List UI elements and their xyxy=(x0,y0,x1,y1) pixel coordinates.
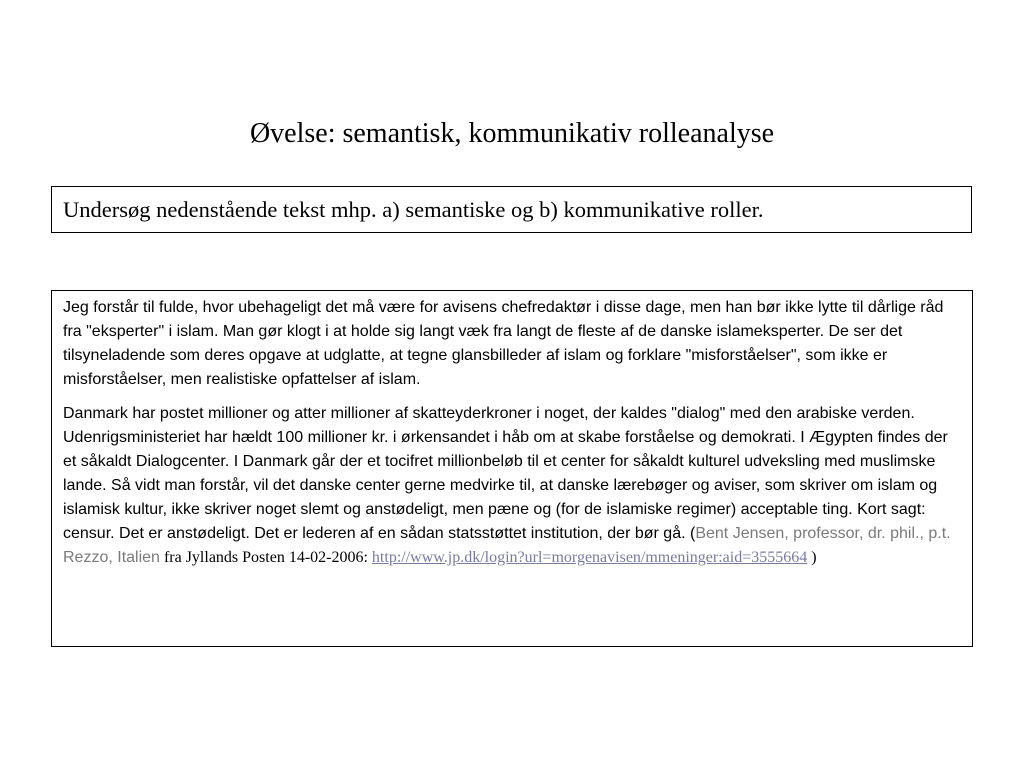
paragraph-2-body: Danmark har postet millioner og atter millioner af skatteyderkroner i noget, der kaldes "dialog" med den arabiske verden. Udenrigsministeriet har hældt 100 millioner kr. i ørkensandet i håb om at skabe forståelse og demokrati. I Ægypten findes der et såkaldt Dialogcenter. I Danmark går der et tocifret millionbeløb til et center for såkaldt kulturel udveksling med muslimske lande. Så vidt man forstår, vil det danske center gerne medvirke til, at danske lærebøger og aviser, som skriver om islam og islamisk kultur, ikke skriver noget slemt og anstødeligt, men pæne og (for de islamiske regimer) acceptable ting. Kort sagt: censur. Det er anstødeligt. Det er lederen af en sådan statsstøttet institution, der bør gå. xyxy=(63,405,948,542)
instruction-box xyxy=(51,186,972,233)
text-paragraph-1: Jeg forstår til fulde, hvor ubehageligt det må være for avisens chefredaktør i disse dage, men han bør ikke lytte til dårlige råd fra "eksperter" i islam. Man gør klogt i at holde sig langt væk fra langt de fleste af de danske islameksperter. De ser det tilsyneladende som deres opgave at udglatte, at tegne glansbilleder af islam og forklare "misforståelser", som ikke er misforståelser, men realistiske opfattelser af islam. xyxy=(63,299,944,388)
text-paragraph-2 xyxy=(63,402,964,570)
citation-author: Bent Jensen, professor, dr. phil., p.t. Rezzo, Italien xyxy=(63,525,951,566)
citation-url-link[interactable]: http://www.jp.dk/login?url=morgenavisen/mmeninger:aid=3555664 xyxy=(371,549,808,566)
citation-source: fra Jyllands Posten 14-02-2006: xyxy=(159,549,372,566)
instruction-text: Undersøg nedenstående tekst mhp. a) semantiske og b) kommunikative roller. xyxy=(63,197,764,222)
quoted-text-box xyxy=(51,290,973,647)
slide-title: Øvelse: semantisk, kommunikativ rolleanalyse xyxy=(249,118,775,149)
citation-close-paren: ) xyxy=(807,549,817,566)
citation-open-paren: ( xyxy=(685,525,696,542)
